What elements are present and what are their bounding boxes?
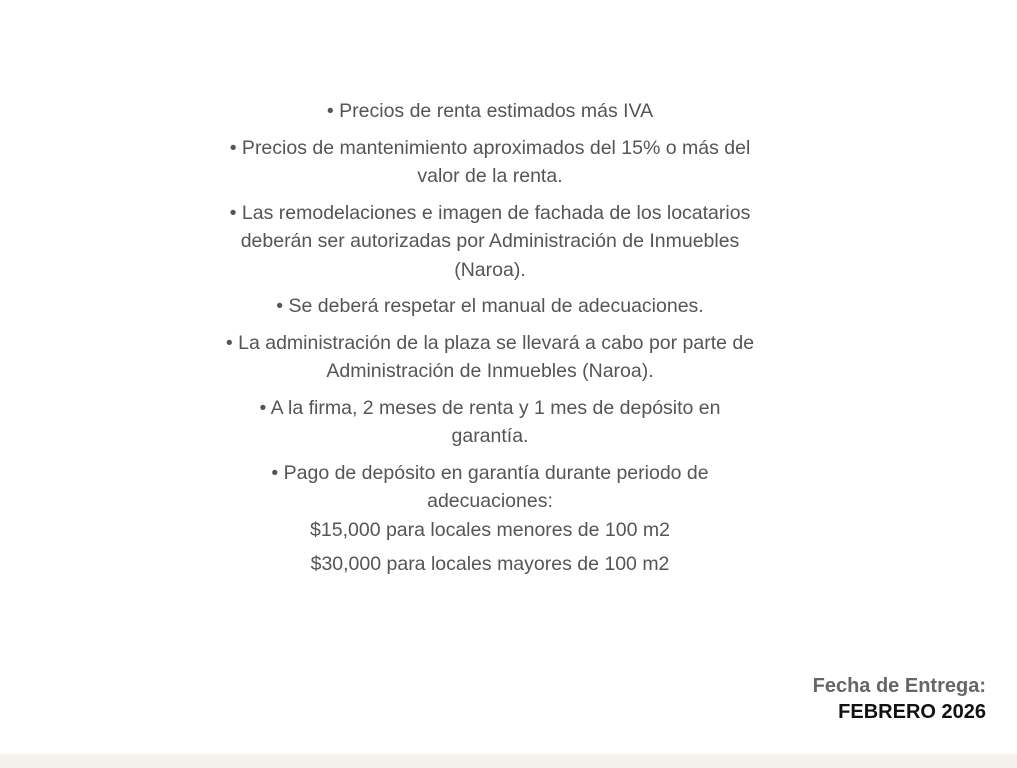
- delivery-info: [813, 673, 986, 725]
- condition-remodeling-approval: • Las remodelaciones e imagen de fachada de los locatarios deberán ser autorizadas por Administración de Inmuebles (Naroa).: [229, 201, 751, 281]
- condition-signing-payment: • A la firma, 2 meses de renta y 1 mes de depósito en garantía.: [259, 396, 721, 447]
- deposit-small-premises: $15,000 para locales menores de 100 m2: [310, 518, 670, 541]
- deposit-large-premises: $30,000 para locales mayores de 100 m2: [310, 553, 670, 575]
- condition-adaptation-manual: • Se deberá respetar el manual de adecuaciones.: [276, 295, 704, 317]
- condition-maintenance-prices: • Precios de mantenimiento aproximados del 15% o más del valor de la renta.: [229, 136, 751, 187]
- condition-plaza-administration: • La administración de la plaza se llevará a cabo por parte de Administración de Inmuebles (Naroa).: [225, 331, 755, 382]
- delivery-date-value: FEBRERO 2026: [838, 701, 986, 723]
- delivery-date-label: Fecha de Entrega:: [812, 675, 986, 697]
- conditions-list: [180, 97, 800, 579]
- condition-rent-prices: • Precios de renta estimados más IVA: [326, 100, 654, 122]
- condition-deposit-payment: • Pago de depósito en garantía durante periodo de adecuaciones:: [271, 461, 709, 512]
- footer-band: [0, 754, 1017, 768]
